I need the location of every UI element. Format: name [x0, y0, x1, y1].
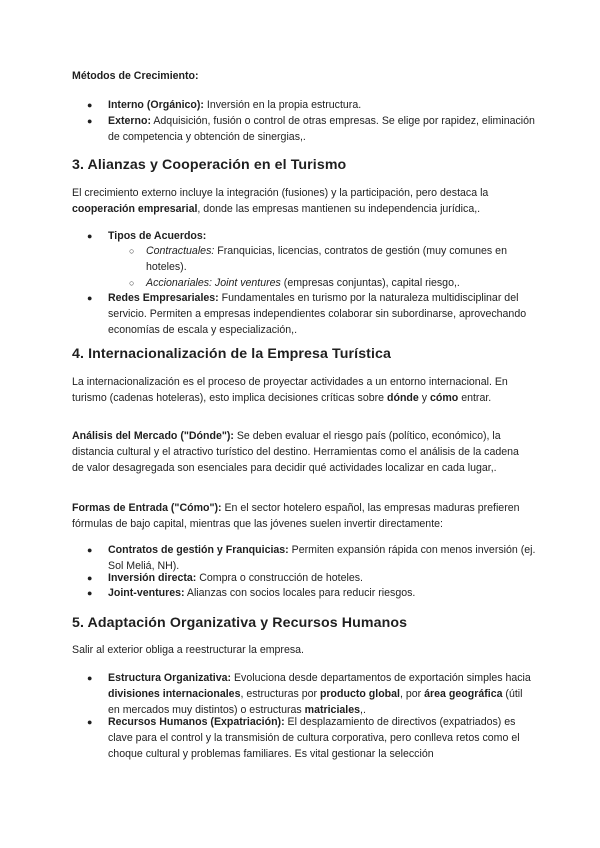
entry-item-joint: Joint-ventures: Alianzas con socios locales para reducir riesgos.: [108, 587, 416, 599]
entry-item-contracts: Contratos de gestión y Franquicias: Permiten expansión rápida con menos inversión (ej. Sol Meliá, NH).: [108, 544, 536, 572]
sub-bullet-icon: ○: [129, 246, 135, 256]
human-resources: Recursos Humanos (Expatriación): El desplazamiento de directivos (expatriados) es clave para el control y la transmisión de cultura corporativa, pero conlleva retos como el choque cultural y problemas familiares. Es vital gestionar la selección: [108, 716, 520, 760]
section-3-title: 3. Alianzas y Cooperación en el Turismo: [72, 157, 347, 173]
section-5-intro: Salir al exterior obliga a reestructurar la empresa.: [72, 644, 304, 656]
bullet-icon: ●: [87, 588, 93, 598]
bullet-icon: ●: [87, 100, 93, 110]
entry-item-direct: Inversión directa: Compra o construcción de hoteles.: [108, 572, 363, 584]
agreement-shareholder: Accionariales: Joint ventures (empresas conjuntas), capital riesgo,.: [146, 277, 460, 289]
sub-bullet-icon: ○: [129, 278, 135, 288]
entry-forms: Formas de Entrada ("Cómo"): En el sector hotelero español, las empresas maduras prefieren fórmulas de bajo capital, mientras que las jóvenes suelen invertir directamente:: [72, 502, 520, 530]
bullet-icon: ●: [87, 293, 93, 303]
bullet-icon: ●: [87, 573, 93, 583]
org-structure: Estructura Organizativa: Evoluciona desde departamentos de exportación simples hacia divisiones internacionales, estructuras por producto global, por área geográfica (útil en mercados muy distintos) o estructuras matriciales,.: [108, 672, 531, 716]
agreement-types: Tipos de Acuerdos:: [108, 230, 207, 242]
agreement-contractual: Contractuales: Franquicias, licencias, contratos de gestión (muy comunes en hoteles).: [146, 245, 507, 273]
section-3-intro: El crecimiento externo incluye la integración (fusiones) y la participación, pero destaca la cooperación empresarial, donde las empresas mantienen su independencia jurídica,.: [72, 187, 489, 215]
bullet-icon: ●: [87, 545, 93, 555]
bullet-icon: ●: [87, 673, 93, 683]
growth-heading: Métodos de Crecimiento:: [72, 70, 199, 82]
bullet-icon: ●: [87, 231, 93, 241]
market-analysis: Análisis del Mercado ("Dónde"): Se deben evaluar el riesgo país (político, económico), la distancia cultural y el atractivo turístico del destino. Herramientas como el análisis de la cadena de valor desagregada son esenciales para decidir qué actividades localizar en cada lugar,.: [72, 430, 519, 474]
business-networks: Redes Empresariales: Fundamentales en turismo por la naturaleza multidisciplinar del servicio. Permiten a empresas independientes colaborar sin subordinarse, aprovechando economías de escala y especialización,.: [108, 292, 527, 336]
section-4-intro: La internacionalización es el proceso de proyectar actividades a un entorno internacional. En turismo (cadenas hoteleras), esto implica decisiones críticas sobre dónde y cómo entrar.: [72, 376, 508, 404]
growth-item-external: Externo: Adquisición, fusión o control de otras empresas. Se elige por rapidez, eliminación de competencia y obtención de sinergias,.: [108, 115, 535, 143]
bullet-icon: ●: [87, 116, 93, 126]
section-4-title: 4. Internacionalización de la Empresa Turística: [72, 346, 392, 362]
section-5-title: 5. Adaptación Organizativa y Recursos Humanos: [72, 615, 408, 631]
bullet-icon: ●: [87, 717, 93, 727]
growth-item-internal: Interno (Orgánico): Inversión en la propia estructura.: [108, 99, 362, 111]
